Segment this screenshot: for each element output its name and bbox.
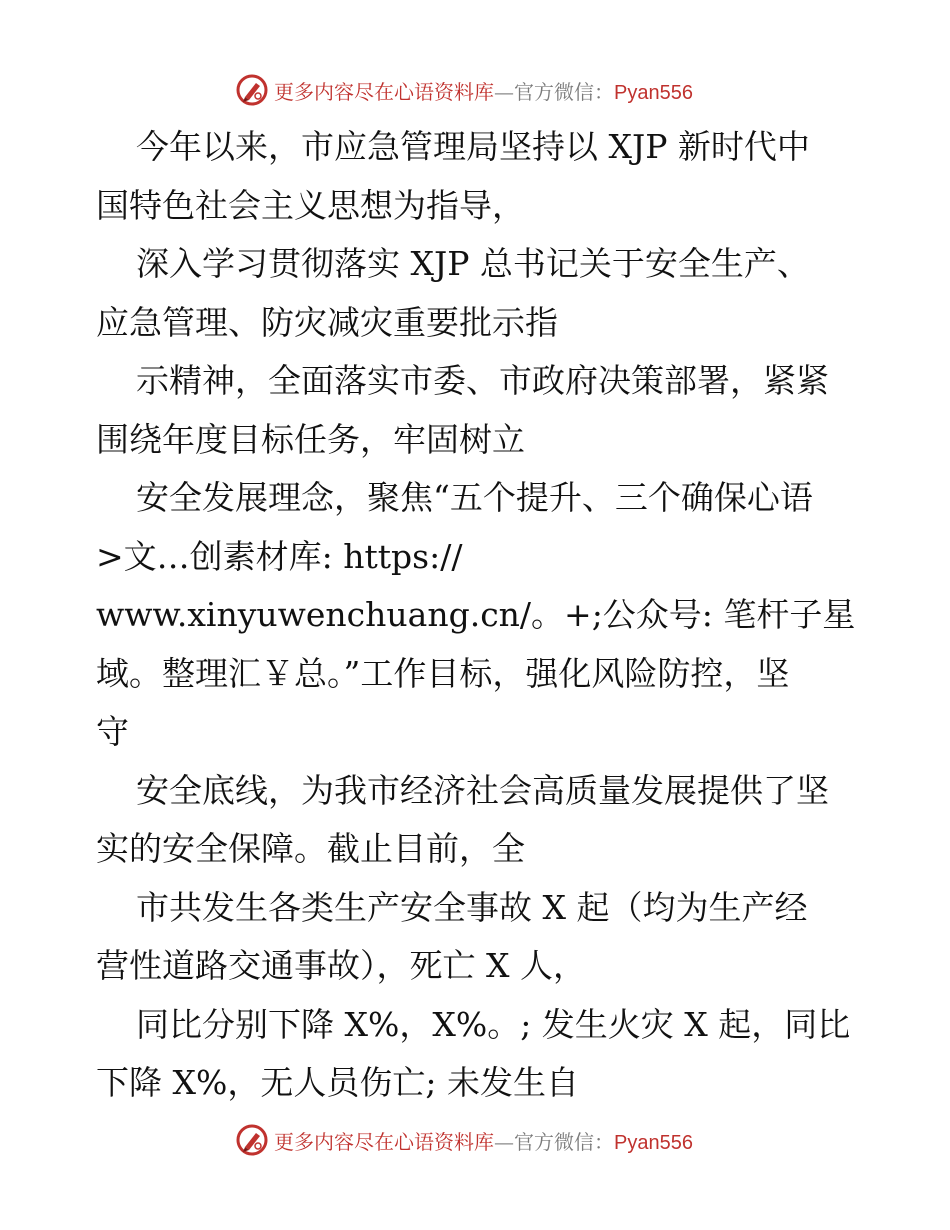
text-line: 今年以来，市应急管理局坚持以 XJP 新时代中 — [136, 127, 810, 166]
text-line: 示精神，全面落实市委、市政府决策部署，紧紧 — [136, 361, 829, 400]
banner-text — [274, 76, 693, 105]
banner-wechat-id: Pyan556 — [614, 81, 693, 104]
text-line: 安全发展理念，聚焦“五个提升、三个确保心语 — [136, 478, 813, 517]
banner-separator: — — [494, 1129, 514, 1154]
text-line: 应急管理、防灾减灾重要批示指 — [96, 302, 558, 342]
banner-wechat-id: Pyan556 — [614, 1131, 693, 1154]
banner-wechat-label: 官方微信： — [514, 1129, 614, 1154]
text-line: 国特色社会主义思想为指导， — [96, 185, 525, 225]
text-line: www.xinyuwenchuang.cn/。+;公众号: 笔杆子星 — [96, 595, 856, 634]
pen-logo-icon — [236, 74, 268, 106]
banner-library-name: 更多内容尽在心语资料库 — [274, 1129, 494, 1154]
text-line: 深入学习贯彻落实 XJP 总书记关于安全生产、 — [136, 244, 810, 283]
text-line: 守 — [96, 712, 129, 751]
header-watermark-banner — [236, 72, 693, 108]
text-line: 营性道路交通事故），死亡 X 人， — [96, 946, 586, 985]
banner-text — [274, 1126, 693, 1155]
text-line: 安全底线，为我市经济社会高质量发展提供了坚 — [136, 770, 829, 810]
text-line: 围绕年度目标任务，牢固树立 — [96, 419, 525, 459]
pen-logo-icon — [236, 1124, 268, 1156]
text-line: 下降 X%，无人员伤亡; 未发生自 — [96, 1063, 579, 1102]
banner-wechat-label: 官方微信： — [514, 79, 614, 104]
text-line: 域。整理汇￥总。”工作目标，强化风险防控，坚 — [96, 653, 790, 693]
document-body — [96, 118, 876, 1113]
text-line: 市共发生各类生产安全事故 X 起（均为生产经 — [136, 887, 808, 927]
text-line: >文…创素材库: https:// — [96, 536, 463, 576]
banner-library-name: 更多内容尽在心语资料库 — [274, 79, 494, 104]
text-line: 实的安全保障。截止目前，全 — [96, 829, 525, 868]
banner-separator: — — [494, 79, 514, 104]
footer-watermark-banner — [236, 1122, 693, 1158]
text-line: 同比分别下降 X%，X%。; 发生火灾 X 起，同比 — [136, 1004, 851, 1044]
